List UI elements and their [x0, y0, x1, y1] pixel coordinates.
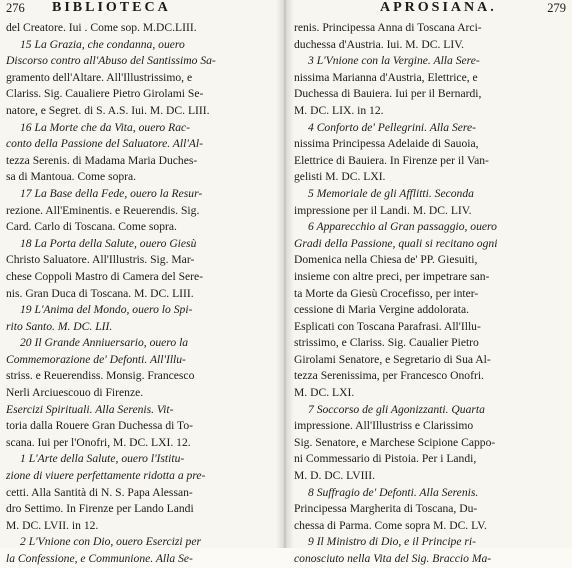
book-gutter-shadow — [276, 0, 294, 548]
text-line: nissima Principessa Adelaide di Sauoia, — [294, 137, 479, 151]
text-line: 15 La Grazia, che condanna, ouero — [20, 37, 185, 51]
text-line: 9 Il Ministro di Dio, e il Principe ri- — [308, 535, 476, 549]
text-line: 3 L'Vnione con la Vergine. Alla Sere- — [308, 54, 480, 68]
text-line: 5 Memoriale de gli Afflitti. Seconda — [308, 186, 474, 200]
text-line: Christo Saluatore. All'Illustris. Sig. Mar- — [6, 253, 195, 267]
text-line: 1 L'Arte della Salute, ouero l'Istitu- — [20, 452, 185, 466]
text-line: 7 Soccorso de gli Agonizzanti. Quarta — [308, 402, 485, 416]
text-line: M. DC. LVII. in 12. — [6, 518, 99, 532]
right-page-header — [286, 0, 572, 20]
text-line: duchessa d'Austria. Iui. M. DC. LIV. — [294, 37, 464, 51]
text-line: 2 L'Vnione con Dio, ouero Esercizi per — [20, 535, 201, 549]
text-line: sa di Mantoua. Come sopra. — [6, 170, 137, 184]
text-line: impressione. All'Illustriss e Clarissimo — [294, 419, 474, 433]
text-line: ni Commessario di Pistoia. Per i Landi, — [294, 452, 477, 466]
text-line: conto della Passione del Saluatore. All'Al- — [6, 137, 203, 151]
text-line: impressione per il Landi. M. DC. LIV. — [294, 203, 472, 217]
text-line: Nerli Arciuescouo di Firenze. — [6, 386, 144, 400]
text-line: cetti. Alla Santità di N. S. Papa Alessan- — [6, 485, 193, 499]
text-line: Clariss. Sig. Caualiere Pietro Girolami Se- — [6, 87, 204, 101]
text-line: toria dalla Rouere Gran Duchessa di To- — [6, 419, 193, 433]
text-line: tezza Serenis. di Madama Maria Duches- — [6, 153, 198, 167]
text-line: chessa di Parma. Come sopra M. DC. LV. — [294, 518, 487, 532]
left-page-header — [0, 0, 286, 20]
text-line: Sig. Senatore, e Marchese Scipione Cappo- — [294, 435, 496, 449]
text-line: insieme con altre preci, per impetrare san- — [294, 269, 490, 283]
text-line: del Creatore. Iui . Come sop. M.DC.LIII. — [6, 21, 197, 34]
text-line: chese Coppoli Mastro di Camera del Sere- — [6, 269, 204, 283]
text-line: nis. Gran Duca di Toscana. M. DC. LIII. — [6, 286, 194, 300]
right-page-text — [294, 20, 566, 568]
text-line: strissimo, e Clariss. Sig. Caualier Pietro — [294, 336, 479, 350]
text-line: la Confessione, e Communione. Alla Se- — [6, 552, 193, 565]
text-line: conosciuto nella Vita del Sig. Braccio Ma- — [294, 552, 492, 565]
text-line: Gradi della Passione, quali si recitano ogni — [294, 236, 498, 250]
text-line: M. DC. LXI. — [294, 386, 355, 400]
text-line: M. D. DC. LVIII. — [294, 469, 376, 483]
text-line: Duchessa di Bauiera. Iui per il Bernardi, — [294, 87, 482, 101]
text-line: ta Morte da Giesù Crocefisso, per inter- — [294, 286, 479, 300]
text-line: Domenica nella Chiesa de' PP. Giesuiti, — [294, 253, 478, 267]
text-line: 6 Apparecchio al Gran passaggio, ouero — [308, 220, 497, 234]
text-line: Girolami Senatore, e Segretario di Sua Al- — [294, 352, 491, 366]
right-page-number: 279 — [547, 1, 566, 15]
text-line: 17 La Base della Fede, ouero la Resur- — [20, 186, 203, 200]
text-line: Esercizi Spirituali. Alla Serenis. Vit- — [6, 402, 174, 416]
text-line: 8 Suffragio de' Defonti. Alla Serenis. — [308, 485, 479, 499]
text-line: striss. e Reuerendiss. Monsig. Francesco — [6, 369, 195, 383]
text-line: tezza Serenissima, per Francesco Onofri. — [294, 369, 484, 383]
text-line: cessione di Maria Vergine addolorata. — [294, 303, 470, 317]
text-line: Commemorazione de' Defonti. All'Illu- — [6, 352, 186, 366]
text-line: renis. Principessa Anna di Toscana Arci- — [294, 21, 482, 34]
text-line: rito Santo. M. DC. LII. — [6, 319, 113, 333]
text-line: Esplicati con Toscana Parafrasi. All'Illu- — [294, 319, 481, 333]
text-line: Card. Carlo di Toscana. Come sopra. — [6, 220, 177, 234]
text-line: dro Settimo. In Firenze per Lando Landi — [6, 502, 194, 516]
left-page — [0, 0, 286, 565]
left-page-number: 276 — [6, 1, 25, 15]
text-line: 4 Conforto de' Pellegrini. Alla Sere- — [308, 120, 476, 134]
text-line: gelisti M. DC. LXI. — [294, 170, 386, 184]
text-line: 18 La Porta della Salute, ouero Giesù — [20, 236, 197, 250]
text-line: scana. Iui per l'Onofri, M. DC. LXI. 12. — [6, 435, 191, 449]
text-line: rezione. All'Eminentis. e Reuerendis. Sig. — [6, 203, 200, 217]
right-running-head: APROSIANA. — [380, 0, 497, 15]
text-line: natore, e Segret. di S. A.S. Iui. M. DC. LIII. — [6, 103, 210, 117]
text-line: Principessa Margherita di Toscana, Du- — [294, 502, 478, 516]
text-line: 20 Il Grande Anniuersario, ouero la — [20, 336, 189, 350]
text-line: M. DC. LIX. in 12. — [294, 103, 384, 117]
text-line: Discorso contro all'Abuso del Santissimo Sa- — [6, 54, 216, 68]
left-page-text — [6, 20, 280, 568]
text-line: Elettrice di Bauiera. In Firenze per il Van- — [294, 153, 489, 167]
text-line: nissima Marianna d'Austria, Elettrice, e — [294, 70, 478, 84]
left-running-head: BIBLIOTECA — [52, 0, 171, 15]
text-line: gramento dell'Altare. All'Illustrissimo, e — [6, 70, 193, 84]
text-line: 19 L'Anima del Mondo, ouero lo Spi- — [20, 303, 193, 317]
text-line: 16 La Morte che da Vita, ouero Rac- — [20, 120, 191, 134]
right-page — [286, 0, 572, 565]
text-line: zione di viuere perfettamente ridotta a pre- — [6, 469, 206, 483]
